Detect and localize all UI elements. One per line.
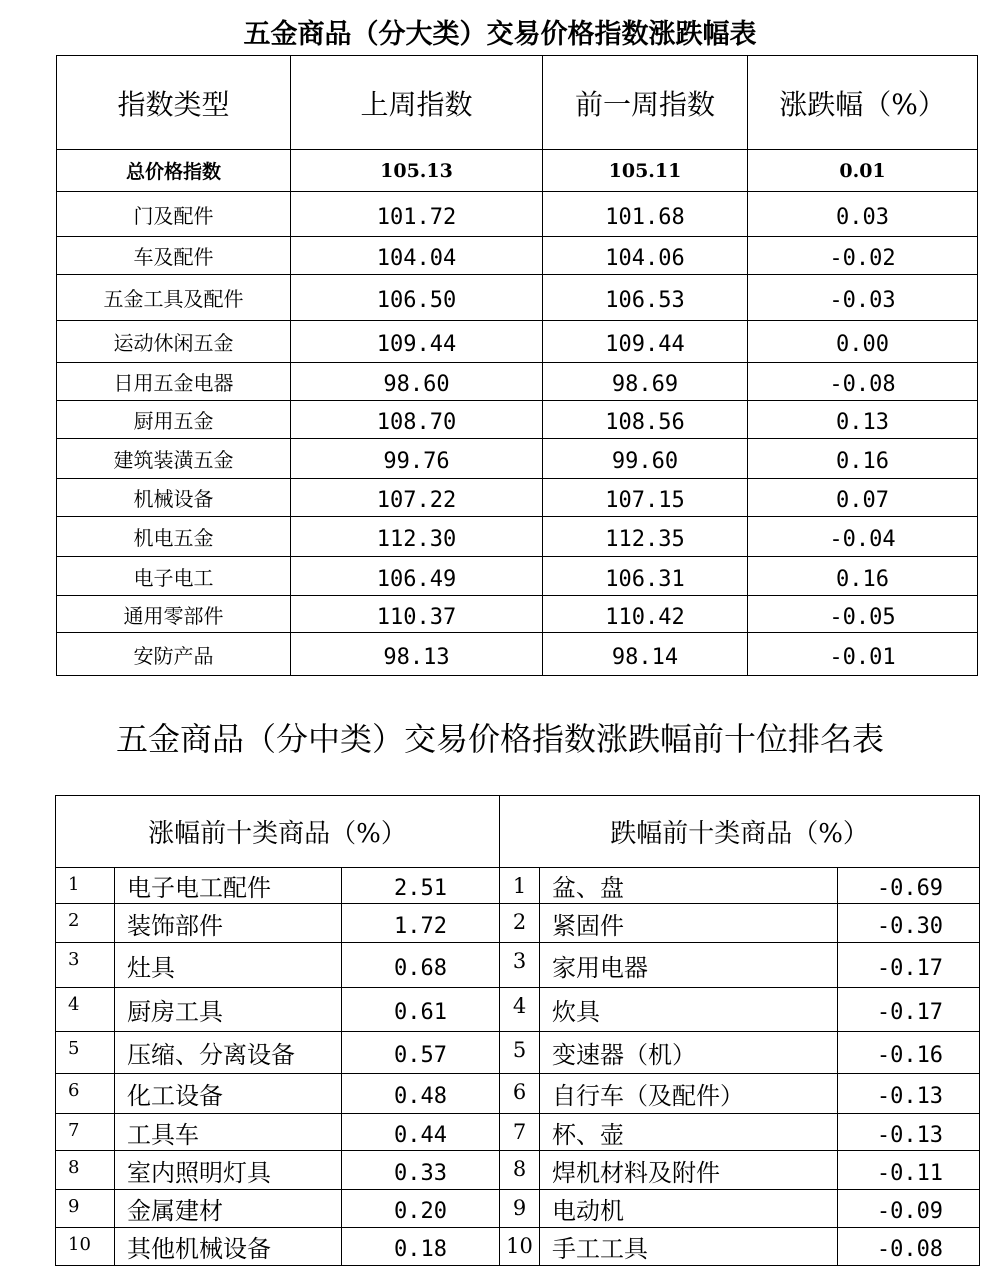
last-week-index: 108.70	[291, 401, 543, 439]
table-row	[57, 633, 978, 676]
fall-category-name: 手工工具	[540, 1228, 838, 1266]
change-percent: 0.03	[748, 192, 978, 237]
rise-rank: 1	[56, 868, 115, 904]
ranking-row	[56, 988, 980, 1032]
fall-rank: 10	[500, 1228, 540, 1266]
change-percent: 0.16	[748, 439, 978, 479]
table-row	[57, 237, 978, 275]
ranking-row	[56, 1114, 980, 1151]
last-week-index: 104.04	[291, 237, 543, 275]
fall-rank: 2	[500, 904, 540, 943]
rise-rank: 10	[56, 1228, 115, 1266]
total-index-row	[57, 150, 978, 192]
last-week-index: 99.76	[291, 439, 543, 479]
fall-rank: 5	[500, 1032, 540, 1074]
table-row	[57, 321, 978, 363]
rise-percent: 1.72	[342, 904, 500, 943]
ranking-row	[56, 1151, 980, 1190]
rise-percent: 0.44	[342, 1114, 500, 1151]
ranking-row	[56, 1074, 980, 1114]
rise-rank: 8	[56, 1151, 115, 1190]
fall-category-name: 电动机	[540, 1190, 838, 1228]
ranking-row	[56, 1032, 980, 1074]
prev-week-index: 99.60	[543, 439, 748, 479]
prev-week-index: 110.42	[543, 596, 748, 633]
top-ten-ranking-table	[55, 795, 980, 1266]
fall-percent: -0.13	[838, 1074, 980, 1114]
change-percent: 0.16	[748, 557, 978, 596]
rise-rank: 9	[56, 1190, 115, 1228]
category-name: 建筑装潢五金	[57, 439, 291, 479]
fall-percent: -0.16	[838, 1032, 980, 1074]
ranking-row	[56, 1228, 980, 1266]
fall-rank: 8	[500, 1151, 540, 1190]
change-percent: -0.03	[748, 275, 978, 321]
fall-percent: -0.11	[838, 1151, 980, 1190]
fall-category-name: 紧固件	[540, 904, 838, 943]
fall-category-name: 杯、壶	[540, 1114, 838, 1151]
header-prev-week-index: 前一周指数	[543, 56, 748, 150]
category-price-index-table	[56, 55, 978, 676]
change-percent: -0.05	[748, 596, 978, 633]
fall-rank: 6	[500, 1074, 540, 1114]
prev-week-index: 107.15	[543, 479, 748, 517]
total-index-last: 105.13	[291, 150, 543, 192]
change-percent: -0.04	[748, 517, 978, 557]
ranking-row	[56, 868, 980, 904]
change-percent: -0.08	[748, 363, 978, 401]
rise-category-name: 金属建材	[115, 1190, 342, 1228]
fall-rank: 3	[500, 943, 540, 988]
fall-category-name: 炊具	[540, 988, 838, 1032]
fall-rank: 1	[500, 868, 540, 904]
rise-rank: 5	[56, 1032, 115, 1074]
rise-category-name: 室内照明灯具	[115, 1151, 342, 1190]
table-row	[57, 363, 978, 401]
fall-category-name: 盆、盘	[540, 868, 838, 904]
fall-top-ten-header: 跌幅前十类商品（%）	[500, 796, 980, 868]
category-name: 日用五金电器	[57, 363, 291, 401]
rise-rank: 7	[56, 1114, 115, 1151]
last-week-index: 106.49	[291, 557, 543, 596]
rise-category-name: 压缩、分离设备	[115, 1032, 342, 1074]
change-percent: 0.07	[748, 479, 978, 517]
last-week-index: 98.13	[291, 633, 543, 676]
last-week-index: 98.60	[291, 363, 543, 401]
rise-category-name: 工具车	[115, 1114, 342, 1151]
fall-percent: -0.17	[838, 943, 980, 988]
category-name: 厨用五金	[57, 401, 291, 439]
prev-week-index: 98.14	[543, 633, 748, 676]
last-week-index: 107.22	[291, 479, 543, 517]
rise-top-ten-header: 涨幅前十类商品（%）	[56, 796, 500, 868]
table-row	[57, 479, 978, 517]
last-week-index: 110.37	[291, 596, 543, 633]
table-row	[57, 439, 978, 479]
last-week-index: 106.50	[291, 275, 543, 321]
table1-header-row	[57, 56, 978, 150]
rise-category-name: 电子电工配件	[115, 868, 342, 904]
fall-percent: -0.30	[838, 904, 980, 943]
rise-category-name: 化工设备	[115, 1074, 342, 1114]
rise-percent: 0.61	[342, 988, 500, 1032]
fall-percent: -0.69	[838, 868, 980, 904]
fall-percent: -0.08	[838, 1228, 980, 1266]
rise-rank: 4	[56, 988, 115, 1032]
fall-category-name: 自行车（及配件）	[540, 1074, 838, 1114]
rise-percent: 0.68	[342, 943, 500, 988]
prev-week-index: 106.53	[543, 275, 748, 321]
table1-title: 五金商品（分大类）交易价格指数涨跌幅表	[243, 19, 757, 50]
rise-percent: 0.33	[342, 1151, 500, 1190]
table-row	[57, 596, 978, 633]
change-percent: -0.01	[748, 633, 978, 676]
ranking-row	[56, 1190, 980, 1228]
ranking-row	[56, 943, 980, 988]
category-name: 机械设备	[57, 479, 291, 517]
rise-rank: 6	[56, 1074, 115, 1114]
prev-week-index: 101.68	[543, 192, 748, 237]
last-week-index: 112.30	[291, 517, 543, 557]
fall-percent: -0.09	[838, 1190, 980, 1228]
rise-percent: 0.48	[342, 1074, 500, 1114]
change-percent: 0.00	[748, 321, 978, 363]
table-row	[57, 192, 978, 237]
category-name: 门及配件	[57, 192, 291, 237]
category-name: 通用零部件	[57, 596, 291, 633]
table-row	[57, 557, 978, 596]
rise-category-name: 灶具	[115, 943, 342, 988]
category-name: 机电五金	[57, 517, 291, 557]
rise-percent: 0.20	[342, 1190, 500, 1228]
fall-percent: -0.17	[838, 988, 980, 1032]
category-name: 五金工具及配件	[57, 275, 291, 321]
ranking-row	[56, 904, 980, 943]
prev-week-index: 106.31	[543, 557, 748, 596]
category-name: 电子电工	[57, 557, 291, 596]
rise-percent: 0.18	[342, 1228, 500, 1266]
header-change-percent: 涨跌幅（%）	[748, 56, 978, 150]
change-percent: 0.13	[748, 401, 978, 439]
rise-category-name: 装饰部件	[115, 904, 342, 943]
rise-category-name: 厨房工具	[115, 988, 342, 1032]
prev-week-index: 109.44	[543, 321, 748, 363]
table-row	[57, 401, 978, 439]
fall-category-name: 变速器（机）	[540, 1032, 838, 1074]
header-index-type: 指数类型	[57, 56, 291, 150]
prev-week-index: 108.56	[543, 401, 748, 439]
category-name: 车及配件	[57, 237, 291, 275]
prev-week-index: 104.06	[543, 237, 748, 275]
last-week-index: 101.72	[291, 192, 543, 237]
header-last-week-index: 上周指数	[291, 56, 543, 150]
prev-week-index: 98.69	[543, 363, 748, 401]
category-name: 安防产品	[57, 633, 291, 676]
category-name: 运动休闲五金	[57, 321, 291, 363]
table-row	[57, 275, 978, 321]
fall-rank: 7	[500, 1114, 540, 1151]
prev-week-index: 112.35	[543, 517, 748, 557]
rise-rank: 3	[56, 943, 115, 988]
fall-rank: 4	[500, 988, 540, 1032]
rise-category-name: 其他机械设备	[115, 1228, 342, 1266]
table2-title: 五金商品（分中类）交易价格指数涨跌幅前十位排名表	[115, 720, 884, 758]
fall-category-name: 家用电器	[540, 943, 838, 988]
table-row	[57, 517, 978, 557]
rise-rank: 2	[56, 904, 115, 943]
change-percent: -0.02	[748, 237, 978, 275]
rise-percent: 2.51	[342, 868, 500, 904]
last-week-index: 109.44	[291, 321, 543, 363]
total-index-name: 总价格指数	[57, 150, 291, 192]
table2-header-row	[56, 796, 980, 868]
total-index-prev: 105.11	[543, 150, 748, 192]
rise-percent: 0.57	[342, 1032, 500, 1074]
fall-rank: 9	[500, 1190, 540, 1228]
fall-category-name: 焊机材料及附件	[540, 1151, 838, 1190]
fall-percent: -0.13	[838, 1114, 980, 1151]
total-index-change: 0.01	[748, 150, 978, 192]
